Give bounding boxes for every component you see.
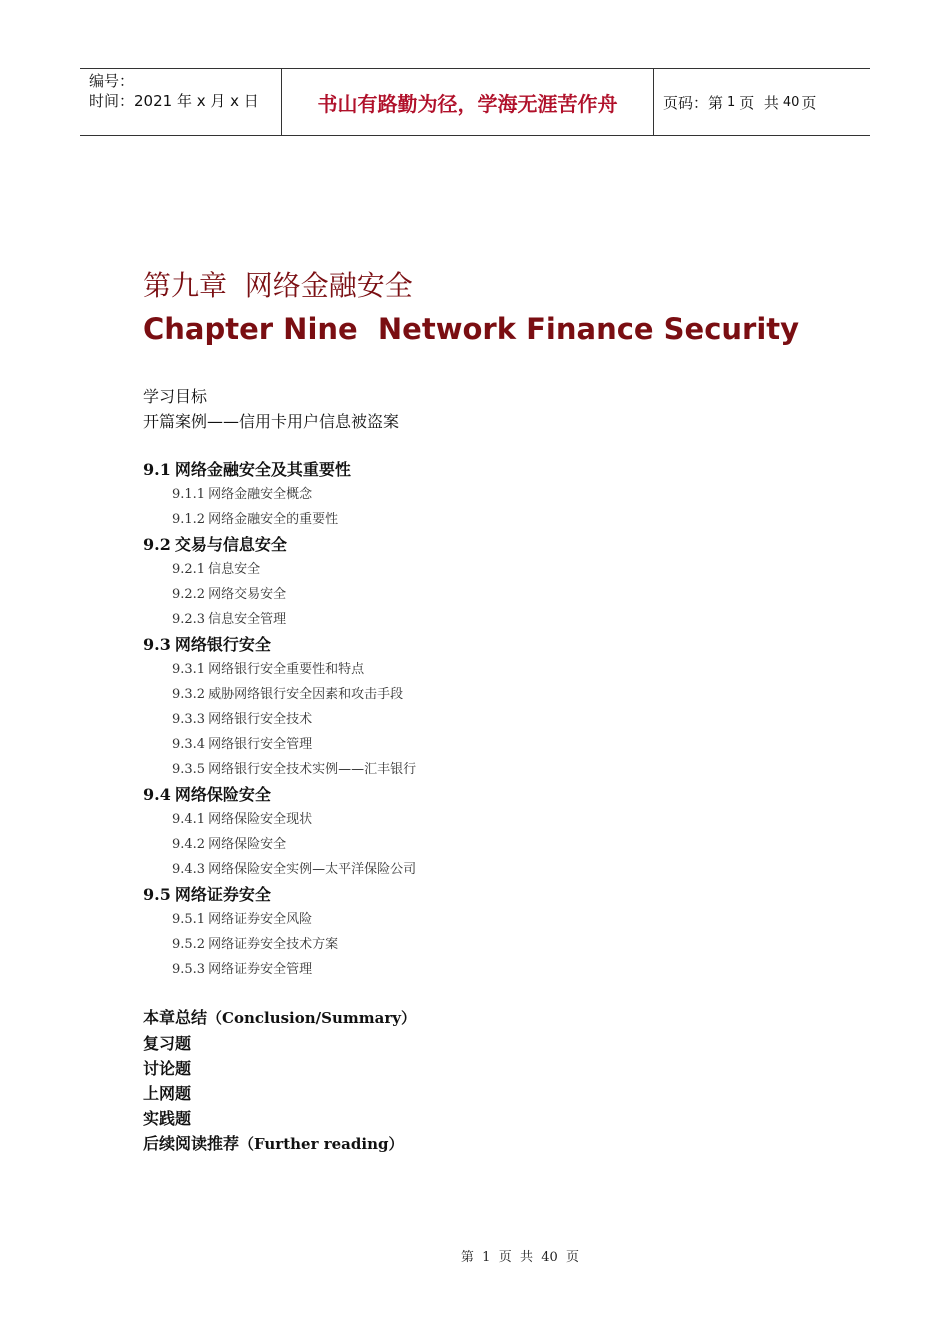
- subsection-number: 9.5.2: [172, 937, 206, 952]
- subsection-number: 9.3.1: [172, 662, 206, 677]
- toc-subsection: [143, 807, 843, 832]
- subsection-number: 9.3.5: [172, 762, 206, 777]
- toc-subsection: [143, 957, 843, 982]
- header-motto: 书山有路勤为径，学海无涯苦作舟: [281, 69, 654, 135]
- code-label: 编号：: [89, 72, 135, 90]
- toc-section: [143, 632, 843, 657]
- toc-section: [143, 782, 843, 807]
- practice-item: 实践题: [143, 1109, 192, 1128]
- subsection-number: 9.4.2: [172, 837, 206, 852]
- section-title: 交易与信息安全: [174, 535, 287, 554]
- toc-subsection: [143, 907, 843, 932]
- page-suffix: 页: [801, 93, 817, 112]
- page-current: 1: [727, 94, 736, 110]
- online-item: 上网题: [143, 1084, 192, 1103]
- subsection-title: 网络保险安全实例—太平洋保险公司: [208, 862, 417, 877]
- page-mid: 页 共: [739, 93, 779, 112]
- section-number: 9.3: [143, 635, 171, 654]
- toc-subsection: [143, 557, 843, 582]
- section-title: 网络证券安全: [174, 885, 271, 904]
- subsection-title: 网络银行安全技术实例——汇丰银行: [208, 762, 417, 777]
- section-number: 9.1: [143, 460, 171, 479]
- subsection-title: 网络银行安全重要性和特点: [208, 662, 365, 677]
- subsection-title: 网络银行安全管理: [208, 737, 313, 752]
- subsection-number: 9.5.1: [172, 912, 206, 927]
- page-total: 40: [782, 94, 800, 110]
- toc-subsection: [143, 657, 843, 682]
- time-label: 时间：2021 年 x 月 x 日: [89, 92, 259, 110]
- subsection-number: 9.2.1: [172, 562, 206, 577]
- subsection-number: 9.3.3: [172, 712, 206, 727]
- subsection-title: 网络证券安全风险: [208, 912, 313, 927]
- subsection-title: 威胁网络银行安全因素和攻击手段: [208, 687, 404, 702]
- subsection-number: 9.4.1: [172, 812, 206, 827]
- toc-subsection: [143, 682, 843, 707]
- section-number: 9.2: [143, 535, 171, 554]
- subsection-number: 9.1.1: [172, 487, 206, 502]
- section-title: 网络银行安全: [174, 635, 271, 654]
- page-header: [80, 68, 870, 136]
- subsection-title: 信息安全: [208, 562, 261, 577]
- subsection-number: 9.2.3: [172, 612, 206, 627]
- toc-section: [143, 457, 843, 482]
- toc-subsection: [143, 857, 843, 882]
- section-title: 网络保险安全: [174, 785, 271, 804]
- page-footer: 第 1 页 共 40 页: [460, 1250, 580, 1265]
- subsection-title: 网络保险安全: [208, 837, 287, 852]
- subsection-number: 9.3.4: [172, 737, 206, 752]
- toc-subsection: [143, 832, 843, 857]
- subsection-title: 信息安全管理: [208, 612, 287, 627]
- toc-subsection: [143, 707, 843, 732]
- toc-subsection: [143, 757, 843, 782]
- toc-subsection: [143, 582, 843, 607]
- subsection-number: 9.4.3: [172, 862, 206, 877]
- subsection-title: 网络保险安全现状: [208, 812, 313, 827]
- toc-subsection: [143, 607, 843, 632]
- toc-subsection: [143, 732, 843, 757]
- toc-section: [143, 882, 843, 907]
- toc-subsection: [143, 932, 843, 957]
- subsection-number: 9.1.2: [172, 512, 206, 527]
- opening-case: 开篇案例——信用卡用户信息被盗案: [143, 412, 400, 431]
- toc-section: [143, 532, 843, 557]
- subsection-title: 网络金融安全的重要性: [208, 512, 339, 527]
- chapter-title-en: Chapter Nine Network Finance Security: [143, 312, 800, 346]
- subsection-number: 9.3.2: [172, 687, 206, 702]
- header-meta: [80, 69, 281, 135]
- toc-subsection: [143, 482, 843, 507]
- subsection-title: 网络金融安全概念: [208, 487, 313, 502]
- intro-block: [143, 384, 399, 434]
- toc-subsection: [143, 507, 843, 532]
- subsection-title: 网络交易安全: [208, 587, 287, 602]
- subsection-number: 9.5.3: [172, 962, 206, 977]
- reading-cn: 后续阅读推荐: [143, 1134, 240, 1153]
- section-number: 9.4: [143, 785, 171, 804]
- subsection-number: 9.2.2: [172, 587, 206, 602]
- chapter-end-list: [143, 1005, 416, 1157]
- page-prefix: 页码：第: [663, 93, 724, 112]
- summary-item: [143, 1005, 416, 1031]
- review-item: 复习题: [143, 1034, 192, 1053]
- summary-en: （Conclusion/Summary）: [207, 1009, 416, 1027]
- subsection-title: 网络证券安全技术方案: [208, 937, 339, 952]
- table-of-contents: [143, 457, 843, 982]
- subsection-title: 网络证券安全管理: [208, 962, 313, 977]
- reading-en: （Further reading）: [239, 1135, 404, 1153]
- reading-item: [143, 1131, 416, 1157]
- header-page-info: [654, 69, 870, 135]
- chapter-title-cn: 第九章 网络金融安全: [143, 269, 413, 302]
- subsection-title: 网络银行安全技术: [208, 712, 313, 727]
- learning-objectives: 学习目标: [143, 387, 208, 406]
- discussion-item: 讨论题: [143, 1059, 192, 1078]
- summary-cn: 本章总结: [143, 1008, 208, 1027]
- section-number: 9.5: [143, 885, 171, 904]
- section-title: 网络金融安全及其重要性: [174, 460, 351, 479]
